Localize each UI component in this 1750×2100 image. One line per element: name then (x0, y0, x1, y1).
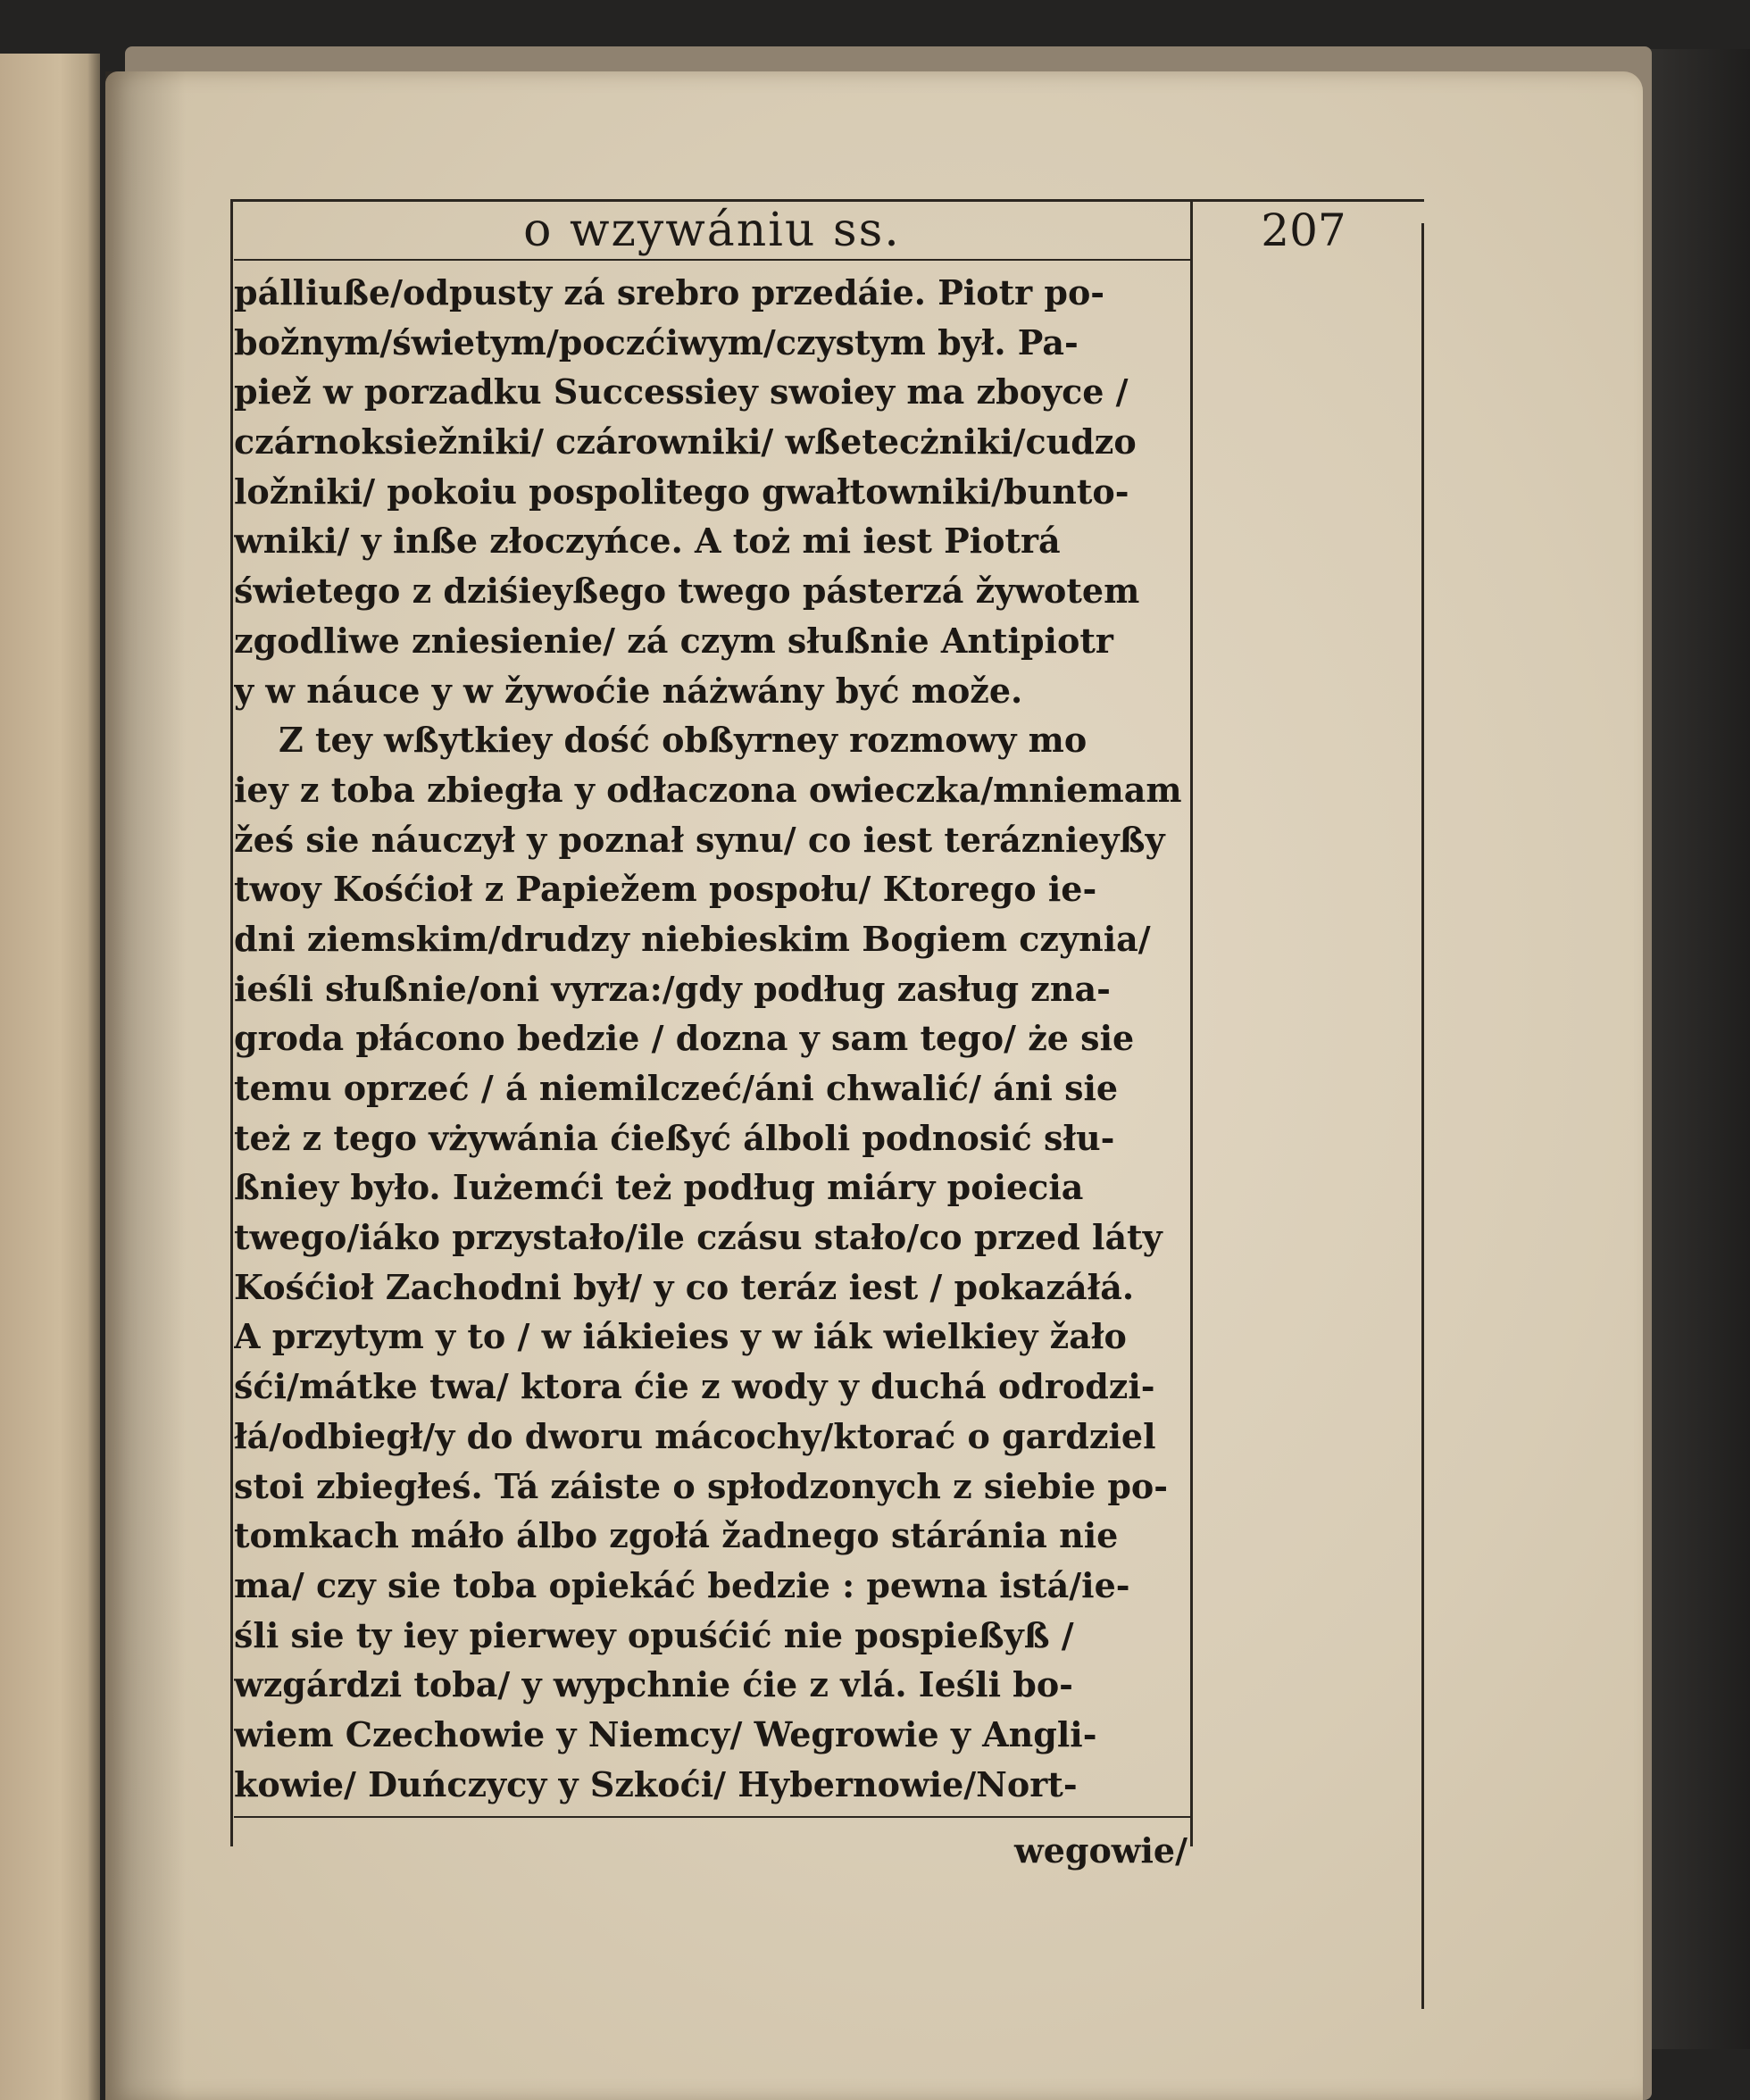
text-line: ložniki/ pokoiu pospolitego gwałtowniki/bunto- (234, 471, 1129, 512)
text-line: stoi zbiegłeś. Tá záiste o spłodzonych z siebie po- (234, 1465, 1169, 1506)
text-line: śli sie ty iey pierwey opuśćić nie pospießyß / (234, 1614, 1074, 1655)
text-line: ma/ czy sie toba opiekáć bedzie : pewna istá/ie- (234, 1564, 1130, 1605)
text-line: łá/odbiegł/y do dworu mácochy/ktorać o gardziel (234, 1415, 1156, 1456)
text-line: tomkach máło álbo zgołá žadnego stáránia nie (234, 1515, 1119, 1556)
frame-rule-left (230, 199, 233, 1846)
running-title: o wzywániu ss. (523, 204, 901, 257)
text-line: wzgárdzi toba/ y wypchnie ćie z vlá. Ieśli bo- (234, 1664, 1073, 1705)
text-line: dni ziemskim/drudzy niebieskim Bogiem czynia/ (234, 918, 1151, 959)
text-line: groda płácono bedzie / dozna y sam tego/ że sie (234, 1018, 1135, 1059)
text-line: A przytym y to / w iákieies y w iák wielkiey žało (234, 1316, 1127, 1357)
left-page-edge (0, 54, 100, 2100)
gutter-shadow (105, 71, 186, 2100)
text-line: ieśli słußnie/oni vyrza:/gdy podług zasług zna- (234, 968, 1111, 1009)
text-line: iey z toba zbiegła y odłaczona owieczka/mniemam (234, 769, 1182, 810)
text-line: śći/mátke twa/ ktora ćie z wody y duchá odrodzi- (234, 1366, 1155, 1407)
text-line: wniki/ y inße złoczyńce. A toż mi iest Piotrá (234, 521, 1061, 562)
text-line: piež w porzadku Successiey swoiey ma zboyce / (234, 371, 1129, 412)
text-line: božnym/świetym/poczćiwym/czystym był. Pa- (234, 321, 1079, 362)
text-line: y w náuce y w žywoćie náżwány być može. (234, 670, 1023, 711)
page-number: 207 (1261, 204, 1346, 256)
text-line: też z tego vżywánia ćießyć álboli podnosić słu- (234, 1117, 1115, 1158)
text-line: kowie/ Duńczycy y Szkoći/ Hybernowie/Nort- (234, 1763, 1078, 1804)
text-line: ßniey było. Iużemći też podług miáry poiecia (234, 1167, 1084, 1208)
text-line: twoy Kośćioł z Papiežem pospołu/ Ktorego ie- (234, 869, 1097, 910)
spine-shadow (88, 54, 100, 2100)
text-line: świetego z dziśieyßego twego pásterzá žywotem (234, 571, 1140, 612)
text-line: czárnoksiežniki/ czárowniki/ wßetecżniki/cudzo (234, 421, 1137, 462)
text-line: zgodliwe zniesienie/ zá czym słußnie Antipiotr (234, 620, 1113, 661)
text-line: pálliuße/odpusty zá srebro przedáie. Piotr po- (234, 272, 1105, 312)
text-bottom-rule (234, 1816, 1190, 1818)
text-line: Kośćioł Zachodni był/ y co teráz iest / pokazáłá. (234, 1266, 1135, 1307)
text-line: twego/iáko przystało/ile czásu stało/co przed láty (234, 1217, 1162, 1258)
text-line-paragraph-start: Z tey wßytkiey dość obßyrney rozmowy mo (279, 720, 1088, 761)
body-text-block (234, 268, 1188, 1809)
frame-rule-top (230, 199, 1424, 202)
frame-rule-text-right (1190, 199, 1193, 1846)
catchword: wegowie/ (1013, 1830, 1188, 1871)
text-line: žeś sie náuczył y poznał synu/ co iest teráznieyßy (234, 819, 1165, 860)
header-rule (234, 259, 1190, 261)
frame-rule-margin-right (1421, 223, 1424, 2009)
text-line: wiem Czechowie y Niemcy/ Wegrowie y Angli- (234, 1713, 1097, 1754)
text-line: temu oprzeć / á niemilczeć/áni chwalić/ áni sie (234, 1068, 1119, 1108)
